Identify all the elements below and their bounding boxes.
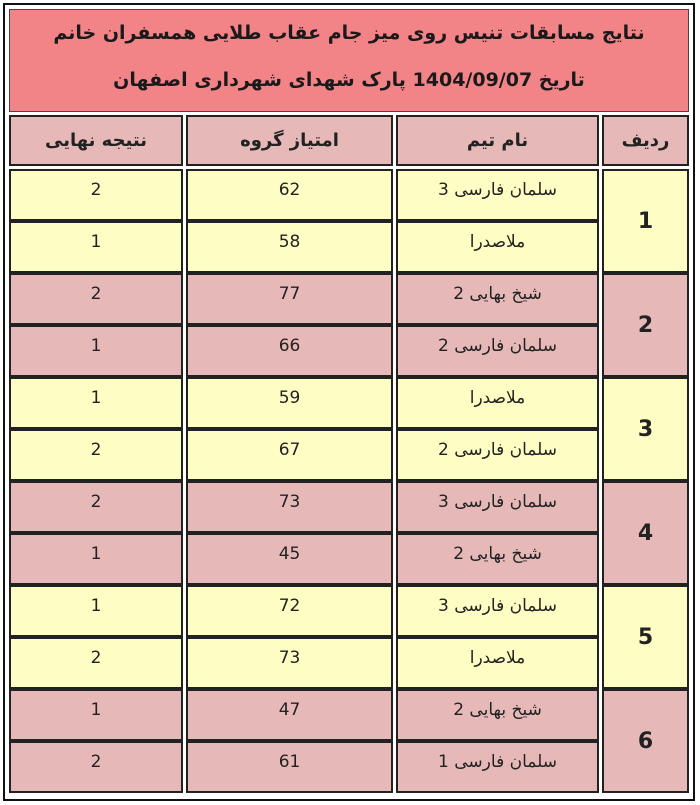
title-line-1: نتایج مسابقات تنیس روی میز جام عقاب طلایی همسفران خانم — [53, 22, 645, 44]
header-result: نتیجه نهایی — [9, 115, 183, 166]
result-cell: 1 — [9, 585, 183, 637]
score-cell: 59 — [186, 377, 393, 429]
team-cell: ملاصدرا — [396, 377, 599, 429]
result-cell: 2 — [9, 429, 183, 481]
score-cell: 58 — [186, 221, 393, 273]
result-cell: 1 — [9, 533, 183, 585]
score-cell: 61 — [186, 741, 393, 793]
header-team: نام تیم — [396, 115, 599, 166]
team-cell: سلمان فارسی 3 — [396, 585, 599, 637]
score-cell: 67 — [186, 429, 393, 481]
team-cell: شیخ بهایی 2 — [396, 273, 599, 325]
result-cell: 1 — [9, 325, 183, 377]
rank-cell: 1 — [602, 169, 689, 273]
team-cell: شیخ بهایی 2 — [396, 533, 599, 585]
team-cell: سلمان فارسی 2 — [396, 429, 599, 481]
title-line-2: تاریخ 1404/09/07 پارک شهدای شهرداری اصفهان — [113, 69, 585, 91]
rank-cell: 3 — [602, 377, 689, 481]
rank-cell: 6 — [602, 689, 689, 793]
score-cell: 62 — [186, 169, 393, 221]
score-cell: 73 — [186, 637, 393, 689]
title-block — [9, 9, 689, 112]
team-cell: شیخ بهایی 2 — [396, 689, 599, 741]
header-score: امتیاز گروه — [186, 115, 393, 166]
team-cell: سلمان فارسی 1 — [396, 741, 599, 793]
team-cell: ملاصدرا — [396, 221, 599, 273]
rank-cell: 5 — [602, 585, 689, 689]
rank-cell: 4 — [602, 481, 689, 585]
score-cell: 72 — [186, 585, 393, 637]
result-cell: 2 — [9, 273, 183, 325]
team-cell: سلمان فارسی 3 — [396, 481, 599, 533]
rank-cell: 2 — [602, 273, 689, 377]
team-cell: سلمان فارسی 2 — [396, 325, 599, 377]
score-cell: 66 — [186, 325, 393, 377]
result-cell: 2 — [9, 481, 183, 533]
result-cell: 1 — [9, 689, 183, 741]
header-rank: ردیف — [602, 115, 689, 166]
score-cell: 77 — [186, 273, 393, 325]
result-cell: 2 — [9, 169, 183, 221]
results-sheet — [3, 3, 695, 801]
result-cell: 1 — [9, 377, 183, 429]
result-cell: 2 — [9, 637, 183, 689]
team-cell: سلمان فارسی 3 — [396, 169, 599, 221]
team-cell: ملاصدرا — [396, 637, 599, 689]
score-cell: 45 — [186, 533, 393, 585]
result-cell: 1 — [9, 221, 183, 273]
result-cell: 2 — [9, 741, 183, 793]
score-cell: 73 — [186, 481, 393, 533]
score-cell: 47 — [186, 689, 393, 741]
